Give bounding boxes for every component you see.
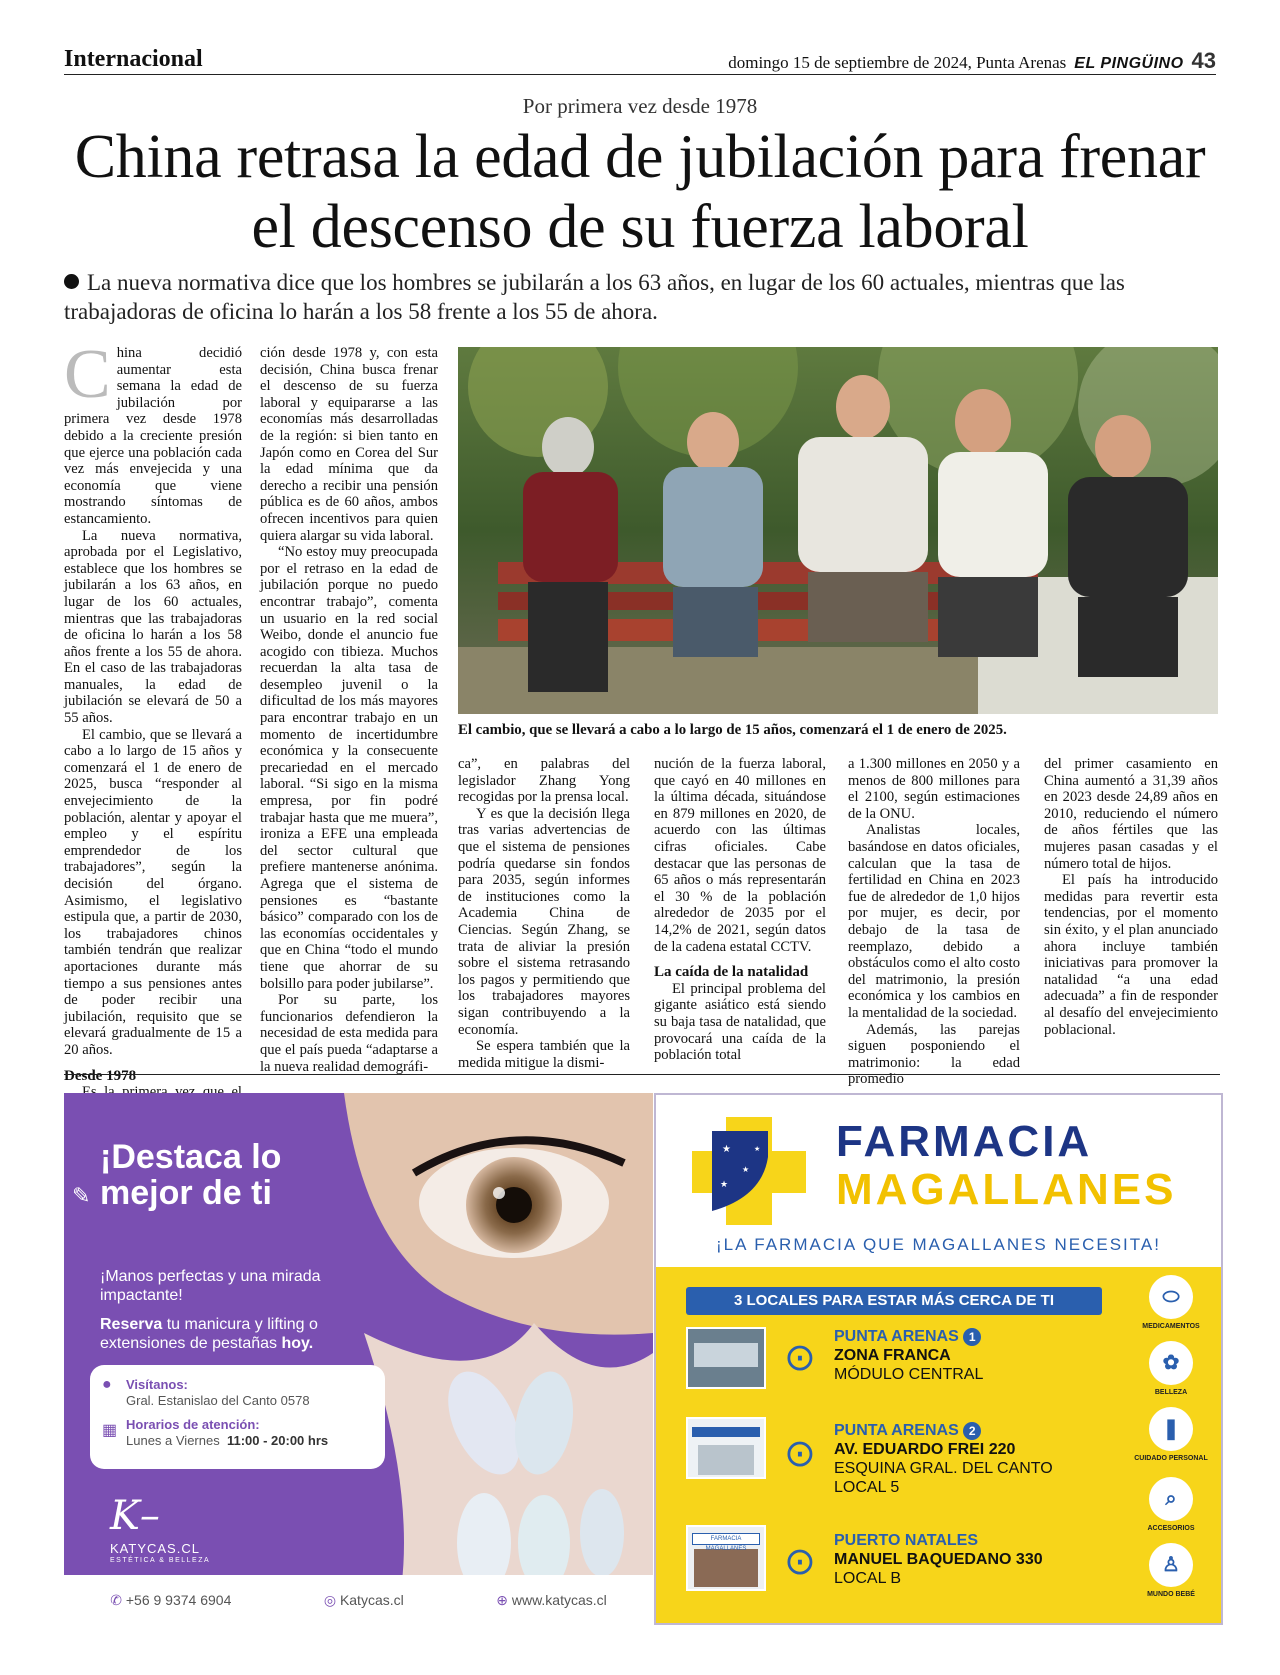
category-label: MUNDO BEBÉ xyxy=(1147,1591,1195,1598)
location-2 xyxy=(834,1421,1053,1497)
location-pin-icon: ⊙ xyxy=(784,1541,816,1583)
subheading: La caída de la natalidad xyxy=(654,964,809,981)
farmacia-name-2: MAGALLANES xyxy=(836,1165,1177,1214)
farmacia-name-1: FARMACIA xyxy=(836,1117,1093,1166)
storefront-shape xyxy=(698,1445,754,1475)
nail-polish-icon: ✎ xyxy=(72,1183,91,1208)
instagram-text: Katycas.cl xyxy=(339,1591,404,1608)
paragraph: Y es que la decisión llega tras varias advertencias de que el sistema de pensiones podría quedarse sin fondos para 2035, según informes de instituciones como la Academia China de Ciencias. Según Zhang, se trata de aliviar la presión sobre el sistema retrasando los pagos y permitiendo que los trabajadores mayores sigan contribuyendo a la economía. xyxy=(458,805,630,1038)
article-column-3 xyxy=(458,756,630,1071)
katycas-headline xyxy=(100,1139,281,1211)
paragraph: ca”, en palabras del legislador Zhang Yong recogidas por la prensa local. xyxy=(458,756,630,806)
cta-bold: Reserva xyxy=(100,1316,163,1333)
newspaper-logo: EL PINGÜINO xyxy=(1074,55,1184,72)
lead-text: La nueva normativa dice que los hombres se jubilarán a los 63 años, en lugar de los 60 actuales, mientras que las trabajadoras de oficina lo harán a los 58 frente a los 55 de ahora. xyxy=(64,270,1125,324)
location-line: ESQUINA GRAL. DEL CANTO xyxy=(834,1460,1053,1477)
farmacia-ad[interactable] xyxy=(654,1093,1223,1625)
page-number: 43 xyxy=(1191,48,1216,73)
article-column-1 xyxy=(64,336,242,1117)
category-mundo-bebe xyxy=(1131,1543,1211,1609)
whatsapp-icon: ✆ xyxy=(110,1591,122,1608)
hours-label: Horarios de atención: xyxy=(126,1417,260,1432)
hairbrush-icon: ⌕ xyxy=(1149,1477,1193,1521)
category-belleza xyxy=(1131,1341,1211,1407)
paragraph: El cambio, que se llevará a cabo a lo largo de 15 años y comenzará el 1 de enero de 2025, busca “responder al envejecimiento de la población, alentar y apoyar el empleo y el espíritu emprendedor de los trabajadores”, según la decisión del órgano. Asimismo, el legislativo estipula que, a partir de 2030, los trabajadores chinos también tendrán que realizar aportaciones durante más tiempo a sus pensiones antes de poder recibir una jubilación, requisito que se elevará gradualmente de 15 a 20 años. xyxy=(64,726,242,1058)
katycas-sub: ¡Manos perfectas y una mirada impactante! xyxy=(100,1268,321,1304)
svg-text:★: ★ xyxy=(742,1165,750,1174)
article-column-6 xyxy=(1044,756,1218,1038)
article-column-5 xyxy=(848,756,1020,1088)
cosmetics-icon: ✿ xyxy=(1149,1341,1193,1385)
category-cuidado xyxy=(1131,1407,1211,1477)
katycas-brand-sub: ESTÉTICA & BELLEZA xyxy=(110,1557,211,1564)
article-lead xyxy=(64,268,1220,326)
phone-text: +56 9 9374 6904 xyxy=(125,1591,232,1608)
location-line: LOCAL 5 xyxy=(834,1479,900,1496)
location-3 xyxy=(834,1531,1043,1588)
svg-text:★: ★ xyxy=(754,1146,761,1153)
location-pin-icon: ● xyxy=(102,1376,112,1393)
category-accesorios xyxy=(1131,1477,1211,1543)
location-city xyxy=(834,1327,983,1346)
location-line: MÓDULO CENTRAL xyxy=(834,1366,984,1383)
paragraph: del primer casamiento en China aumentó a 31,39 años en 2023 desde 24,89 años en 2010, reduciendo el número de años fértiles que las mujeres pasan casadas y el número total de hijos. xyxy=(1044,756,1218,872)
katycas-cta xyxy=(100,1315,380,1353)
farmacia-tagline: ¡LA FARMACIA QUE MAGALLANES NECESITA! xyxy=(716,1235,1161,1254)
store-photo-3 xyxy=(686,1525,766,1591)
paragraph: Además, las parejas siguen posponiendo el matrimonio: la edad promedio xyxy=(848,1021,1020,1088)
location-number-badge: 1 xyxy=(963,1328,981,1346)
paragraph: La nueva normativa, aprobada por el Legislativo, establece que los hombres se jubilarán a los 63 años, en lugar de los 60 actuales, mientras que las trabajadoras de oficina lo harán a los 58 años frente a los 55 de ahora. En el caso de las trabajadoras manuales, la edad de jubilación se elevará de 50 a 55 años. xyxy=(64,527,242,727)
storefront-shape xyxy=(694,1343,758,1367)
headline-line-2: mejor de ti xyxy=(100,1174,272,1212)
storefront-sign-shape xyxy=(692,1427,760,1437)
pill-icon: ⬭ xyxy=(1149,1275,1193,1319)
katycas-brand: KATYCAS.CL xyxy=(110,1541,200,1556)
contact-instagram[interactable] xyxy=(324,1592,404,1609)
farmacia-cross-logo xyxy=(692,1117,806,1225)
paragraph: Analistas locales, basándose en datos oficiales, calculan que la tasa de fertilidad en China en 2023 fue de alrededor de 1,0 hijos por mujer, es decir, por debajo de la tasa de reemplazo, debido a obstáculos como el alto costo del matrimonio, la presión económica y los cambios en la mentalidad de la sociedad. xyxy=(848,822,1020,1021)
city-text: PUNTA ARENAS xyxy=(834,1328,959,1345)
store-photo-2 xyxy=(686,1417,766,1479)
calendar-icon: ▦ xyxy=(102,1422,118,1439)
paragraph: a 1.300 millones en 2050 y a menos de 800 millones para el 2100, según estimaciones de la ONU. xyxy=(848,756,1020,822)
header-divider xyxy=(64,74,1216,75)
location-pin-icon: ⊙ xyxy=(784,1433,816,1475)
visit-label: Visítanos: xyxy=(126,1377,188,1392)
katycas-signature-logo: K– xyxy=(110,1493,160,1539)
katycas-ad[interactable] xyxy=(64,1093,653,1625)
hours xyxy=(126,1433,371,1449)
paragraph: hina decidió aumentar esta semana la edad de jubilación por primera vez desde 1978 debido a la creciente presión que ejerce una población cada vez más envejecida y una economía que viene mostrando síntomas de estancamiento. xyxy=(64,345,242,527)
svg-text:★: ★ xyxy=(722,1144,731,1155)
store-sign: FARMACIA MAGALLANES xyxy=(692,1533,760,1545)
katycas-contact-bar xyxy=(64,1575,653,1625)
paragraph: “No estoy muy preocupada por el retraso en la edad de jubilación porque no puedo encontrar trabajo”, comenta un usuario en la red social Weibo, donde el anuncio fue acogido con tibieza. Muchos recuerdan la alta tasa de desempleo juvenil o la dificultad de los más mayores para encontrar trabajo en un momento de incertidumbre económica y la consecuente precariedad en el mercado laboral. “Si sigo en la misma empresa, por fin podré trabajar hasta que me muera”, ironiza a EFE una empleada del sector cultural que prefiere mantenerse anónima. Agrega que el sistema de pensiones es “bastante básico” comparado con los de las economías occidentales y que en China “todo el mundo tiene que ahorrar de su bolsillo para poder jubilarse”. xyxy=(260,544,438,992)
category-label: BELLEZA xyxy=(1154,1389,1188,1396)
location-number-badge: 2 xyxy=(963,1422,981,1440)
location-1 xyxy=(834,1327,983,1384)
location-line: LOCAL B xyxy=(834,1570,901,1587)
section-name: Internacional xyxy=(64,46,203,72)
web-text: www.katycas.cl xyxy=(511,1591,607,1608)
cta-text: tu manicura y lifting o extensiones de pestañas xyxy=(100,1316,318,1352)
store-photo-1 xyxy=(686,1327,766,1389)
address: Gral. Estanislao del Canto 0578 xyxy=(126,1393,310,1408)
photo-caption: El cambio, que se llevará a cabo a lo largo de 15 años, comenzará el 1 de enero de 2025. xyxy=(458,722,1007,738)
storefront-shape xyxy=(694,1549,758,1587)
paragraph: ción desde 1978 y, con esta decisión, China busca frenar el descenso de su fuerza laboral y equipararse a las economías más desarrolladas de la región: si bien tanto en Japón como en Corea del Sur la edad mínima que da derecho a recibir una pensión pública es de 60 años, ambos ofrecen incentivos para quien quiera alargar su vida laboral. xyxy=(260,345,438,544)
cta-bold: hoy. xyxy=(281,1335,314,1352)
city-text: PUNTA ARENAS xyxy=(834,1422,959,1439)
paragraph: Por su parte, los funcionarios defendieron la necesidad de esta medida para que el país pueda “adaptarse a la nueva realidad demográfi- xyxy=(260,992,438,1075)
article-column-4 xyxy=(654,756,826,1064)
globe-icon: ⊕ xyxy=(496,1591,508,1608)
bullet-icon xyxy=(64,274,79,289)
location-line: MANUEL BAQUEDANO 330 xyxy=(834,1551,1043,1568)
contact-phone[interactable] xyxy=(110,1592,231,1609)
article-photo xyxy=(458,347,1218,714)
location-city xyxy=(834,1421,1053,1440)
hours-days: Lunes a Viernes xyxy=(126,1433,220,1448)
contact-web[interactable] xyxy=(496,1592,607,1609)
hours-time: 11:00 - 20:00 hrs xyxy=(226,1433,329,1448)
ads-divider xyxy=(64,1074,1220,1075)
subheading: Desde 1978 xyxy=(64,1067,137,1084)
article-title: China retrasa la edad de jubilación para frenar el descenso de su fuerza laboral xyxy=(74,123,1206,261)
katycas-info-card xyxy=(90,1365,385,1469)
paragraph: Se espera también que la medida mitigue la dismi- xyxy=(458,1038,630,1071)
article-kicker: Por primera vez desde 1978 xyxy=(522,94,758,118)
article-column-2 xyxy=(260,345,438,1075)
baby-bottle-icon: ♙ xyxy=(1149,1543,1193,1587)
page-header-right xyxy=(728,48,1216,74)
category-label: CUIDADO PERSONAL xyxy=(1134,1455,1208,1462)
svg-text:★: ★ xyxy=(720,1179,729,1189)
personal-care-icon: ❚ xyxy=(1149,1407,1193,1451)
location-pin-icon: ⊙ xyxy=(784,1337,816,1379)
drop-cap: C xyxy=(64,336,111,413)
paragraph: El principal problema del gigante asiático está siendo su baja tasa de natalidad, que provocará una caída de la población total xyxy=(654,980,826,1064)
location-city: PUERTO NATALES xyxy=(834,1532,979,1549)
headline-line-1: ¡Destaca lo xyxy=(100,1138,282,1176)
dateline: domingo 15 de septiembre de 2024, Punta Arenas xyxy=(728,53,1067,72)
location-line: ZONA FRANCA xyxy=(834,1347,951,1364)
category-medicamentos xyxy=(1131,1275,1211,1341)
instagram-icon: ◎ xyxy=(323,1591,337,1608)
paragraph: nución de la fuerza laboral, que cayó en 40 millones en la última década, situándose en 879 millones en 2020, de acuerdo con las últimas cifras oficiales. Cabe destacar que las personas de 65 años o más representarán el 30 % de la población alrededor de 2035 por el 14,2% de 2021, según datos de la cadena estatal CCTV. xyxy=(654,756,826,955)
category-label: MEDICAMENTOS xyxy=(1142,1323,1200,1330)
location-line: AV. EDUARDO FREI 220 xyxy=(834,1441,1016,1458)
farmacia-banner: 3 LOCALES PARA ESTAR MÁS CERCA DE TI xyxy=(686,1287,1102,1315)
category-label: ACCESORIOS xyxy=(1147,1525,1195,1532)
paragraph: El país ha introducido medidas para revertir esta tendencias, por el momento sin éxito, y el plan anunciado ahora incluye también iniciativas para promover la natalidad “a una edad adecuada” a fin de responder al desafío del envejecimiento poblacional. xyxy=(1044,872,1218,1038)
farmacia-categories xyxy=(1131,1275,1211,1609)
